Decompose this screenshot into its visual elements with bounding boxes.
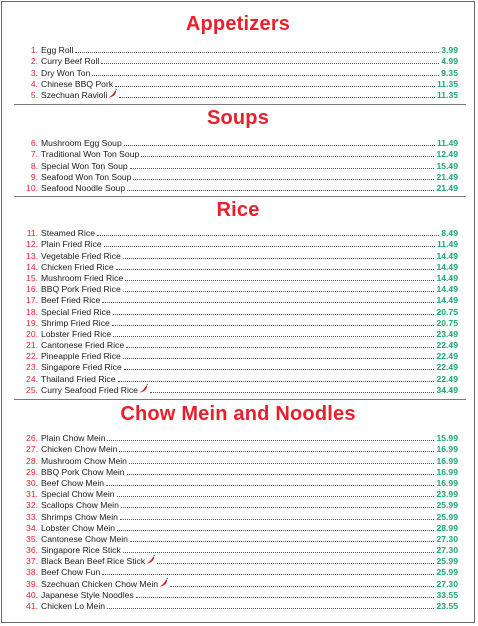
item-price: 20.75	[436, 317, 458, 328]
item-number: 30.	[26, 477, 38, 488]
menu-item	[2, 477, 474, 488]
dot-leader	[124, 145, 435, 146]
item-number: 37.	[26, 556, 38, 567]
menu-item	[2, 227, 474, 238]
menu-item	[2, 443, 474, 454]
item-price: 11.49	[436, 239, 458, 250]
item-name: Shrimp Fried Rice	[41, 317, 110, 328]
dot-leader	[97, 235, 439, 236]
item-name: Plain Chow Mein	[41, 433, 106, 444]
menu-item	[2, 148, 474, 159]
item-number: 41.	[26, 601, 38, 611]
dot-leader	[150, 392, 435, 393]
item-name: Dry Won Ton	[41, 67, 91, 78]
chili-pepper-icon	[146, 555, 155, 566]
item-number: 14.	[26, 261, 38, 272]
menu-item	[2, 272, 474, 283]
item-name: Mushroom Egg Soup	[41, 138, 122, 149]
item-price: 14.49	[436, 284, 458, 295]
item-number: 40.	[26, 589, 38, 600]
menu-item	[2, 339, 474, 350]
item-price: 25.99	[436, 556, 458, 567]
section-chow-mein-noodles	[2, 404, 474, 611]
item-name: Shrimps Chow Mein	[41, 511, 118, 522]
dot-leader	[126, 347, 434, 348]
item-price: 33.55	[436, 589, 458, 600]
menu-item	[2, 137, 474, 148]
chili-pepper-icon	[159, 578, 168, 589]
item-price: 20.75	[436, 306, 458, 317]
menu-item	[2, 171, 474, 182]
menu-item	[2, 372, 474, 383]
item-name: Steamed Rice	[41, 228, 95, 239]
item-number: 20.	[26, 328, 38, 339]
menu-item	[2, 566, 474, 577]
item-price: 25.99	[436, 500, 458, 511]
item-number: 2.	[30, 56, 38, 67]
chili-pepper-icon	[108, 89, 117, 100]
item-name: Mushroom Chow Mein	[41, 455, 127, 466]
dot-leader	[117, 496, 435, 497]
item-price: 4.99	[441, 56, 458, 67]
dot-leader	[115, 86, 435, 87]
dot-leader	[123, 552, 435, 553]
item-number: 6.	[30, 138, 38, 149]
dot-leader	[123, 291, 435, 292]
menu-item	[2, 466, 474, 477]
menu-item	[2, 249, 474, 260]
menu-item	[2, 522, 474, 533]
menu-item	[2, 159, 474, 170]
item-number: 8.	[30, 160, 38, 171]
menu-item	[2, 305, 474, 316]
dot-leader	[118, 381, 435, 382]
item-name: Szechuan Chicken Chow Mein	[41, 578, 159, 589]
dot-leader	[136, 597, 435, 598]
menu-item	[2, 283, 474, 294]
dot-leader	[119, 451, 434, 452]
menu-item	[2, 600, 474, 611]
dot-leader	[102, 574, 434, 575]
item-number: 9.	[30, 171, 38, 182]
item-price: 16.99	[436, 455, 458, 466]
item-price: 11.35	[436, 78, 458, 89]
item-number: 3.	[30, 67, 38, 78]
item-number: 17.	[26, 295, 38, 306]
item-name: BBQ Pork Fried Rice	[41, 284, 121, 295]
section-title: Soups	[206, 107, 270, 129]
item-number: 5.	[30, 89, 38, 100]
item-name: Special Fried Rice	[41, 306, 111, 317]
item-name: Chicken Lo Mein	[41, 601, 106, 611]
item-price: 22.49	[436, 351, 458, 362]
item-price: 14.49	[436, 272, 458, 283]
item-number: 34.	[26, 522, 38, 533]
item-price: 23.99	[436, 489, 458, 500]
dot-leader	[75, 52, 439, 53]
item-name: Cantonese Chow Mein	[41, 533, 128, 544]
item-name: Lobster Fried Rice	[41, 328, 112, 339]
menu-item	[2, 555, 474, 566]
item-price: 21.49	[436, 182, 458, 193]
dot-leader	[130, 168, 435, 169]
menu-item	[2, 510, 474, 521]
item-price: 23.49	[436, 328, 458, 339]
item-name: Special Won Ton Soup	[41, 160, 128, 171]
item-price: 22.49	[436, 362, 458, 373]
dot-leader	[107, 608, 434, 609]
item-name: Japanese Style Noodles	[41, 589, 134, 600]
menu-item	[2, 55, 474, 66]
item-price: 22.49	[436, 340, 458, 351]
item-number: 11.	[26, 228, 38, 239]
item-price: 27.30	[436, 533, 458, 544]
item-name: Seafood Noodle Soup	[41, 182, 126, 193]
item-name: BBQ Pork Chow Mein	[41, 466, 125, 477]
menu-item	[2, 544, 474, 555]
menu-item	[2, 454, 474, 465]
dot-leader	[112, 325, 435, 326]
item-number: 19.	[26, 317, 38, 328]
item-name: Mushroom Fried Rice	[41, 272, 124, 283]
item-list	[2, 227, 474, 395]
item-number: 24.	[26, 373, 38, 384]
item-price: 14.49	[436, 295, 458, 306]
item-price: 25.99	[436, 567, 458, 578]
item-price: 34.49	[436, 384, 458, 395]
item-price: 3.99	[441, 45, 458, 56]
dot-leader	[157, 563, 434, 564]
menu-page	[1, 1, 475, 623]
item-number: 25.	[26, 384, 38, 395]
section-title: Appetizers	[185, 13, 291, 35]
menu-item	[2, 182, 474, 193]
item-price: 8.49	[441, 228, 458, 239]
item-number: 4.	[30, 78, 38, 89]
item-price: 12.49	[436, 149, 458, 160]
item-price: 21.49	[436, 171, 458, 182]
dot-leader	[123, 258, 435, 259]
dot-leader	[92, 75, 439, 76]
section-rice	[2, 200, 474, 395]
section-appetizers	[2, 14, 474, 100]
item-price: 14.49	[436, 250, 458, 261]
menu-item	[2, 261, 474, 272]
item-name: Szechuan Ravioli	[41, 89, 108, 100]
item-number: 29.	[26, 466, 38, 477]
dot-leader	[133, 179, 434, 180]
menu-item	[2, 294, 474, 305]
item-price: 16.99	[436, 444, 458, 455]
dot-leader	[101, 63, 439, 64]
item-name: Chicken Chow Mein	[41, 444, 118, 455]
item-price: 16.99	[436, 466, 458, 477]
item-number: 36.	[26, 545, 38, 556]
item-number: 15.	[26, 272, 38, 283]
dot-leader	[107, 440, 434, 441]
menu-item	[2, 361, 474, 372]
item-price: 28.99	[436, 522, 458, 533]
menu-item	[2, 89, 474, 100]
dot-leader	[127, 474, 435, 475]
section-title: Chow Mein and Noodles	[120, 403, 356, 425]
item-name: Pineapple Fried Rice	[41, 351, 121, 362]
menu-item	[2, 488, 474, 499]
item-name: Chicken Fried Rice	[41, 261, 114, 272]
section-divider	[14, 104, 466, 105]
item-number: 26.	[26, 433, 38, 444]
dot-leader	[125, 280, 434, 281]
item-name: Lobster Chow Mein	[41, 522, 116, 533]
menu-item	[2, 432, 474, 443]
item-number: 33.	[26, 511, 38, 522]
item-name: Curry Beef Roll	[41, 56, 100, 67]
item-price: 16.99	[436, 477, 458, 488]
menu-item	[2, 577, 474, 588]
item-price: 11.35	[436, 89, 458, 100]
menu-item	[2, 317, 474, 328]
dot-leader	[129, 463, 435, 464]
dot-leader	[141, 156, 434, 157]
item-number: 32.	[26, 500, 38, 511]
dot-leader	[130, 541, 435, 542]
item-name: Scallops Chow Mein	[41, 500, 119, 511]
menu-item	[2, 384, 474, 395]
item-name: Thailand Fried Rice	[41, 373, 116, 384]
item-number: 27.	[26, 444, 38, 455]
item-number: 12.	[26, 239, 38, 250]
dot-leader	[117, 530, 434, 531]
item-list	[2, 137, 474, 193]
item-name: Plain Fried Rice	[41, 239, 102, 250]
item-name: Cantonese Fried Rice	[41, 340, 125, 351]
item-price: 15.99	[436, 433, 458, 444]
dot-leader	[106, 485, 434, 486]
dot-leader	[124, 369, 435, 370]
menu-item	[2, 533, 474, 544]
dot-leader	[113, 314, 435, 315]
item-price: 25.99	[436, 511, 458, 522]
item-number: 22.	[26, 351, 38, 362]
item-number: 35.	[26, 533, 38, 544]
item-number: 31.	[26, 489, 38, 500]
item-name: Special Chow Mein	[41, 489, 115, 500]
item-number: 7.	[30, 149, 38, 160]
item-number: 16.	[26, 284, 38, 295]
chili-pepper-icon	[139, 384, 148, 395]
dot-leader	[102, 302, 434, 303]
item-name: Vegetable Fried Rice	[41, 250, 121, 261]
item-number: 18.	[26, 306, 38, 317]
section-divider	[14, 399, 466, 400]
item-name: Traditional Won Ton Soup	[41, 149, 140, 160]
item-number: 38.	[26, 567, 38, 578]
item-price: 11.49	[436, 138, 458, 149]
item-number: 21.	[26, 340, 38, 351]
section-soups	[2, 108, 474, 193]
item-price: 22.49	[436, 373, 458, 384]
section-title: Rice	[216, 199, 260, 221]
dot-leader	[104, 246, 435, 247]
item-price: 23.55	[436, 601, 458, 611]
menu-item	[2, 44, 474, 55]
item-number: 10.	[26, 182, 38, 193]
dot-leader	[119, 97, 435, 98]
menu-item	[2, 328, 474, 339]
item-price: 15.49	[436, 160, 458, 171]
menu-item	[2, 350, 474, 361]
item-name: Black Bean Beef Rice Stick	[41, 556, 146, 567]
item-list	[2, 432, 474, 611]
item-number: 39.	[26, 578, 38, 589]
dot-leader	[121, 507, 435, 508]
item-name: Singapore Rice Stick	[41, 545, 121, 556]
item-name: Egg Roll	[41, 45, 74, 56]
dot-leader	[113, 336, 434, 337]
dot-leader	[120, 519, 435, 520]
item-list	[2, 44, 474, 100]
item-name: Beef Chow Mein	[41, 477, 105, 488]
item-price: 27.30	[436, 578, 458, 589]
item-number: 23.	[26, 362, 38, 373]
dot-leader	[116, 269, 435, 270]
dot-leader	[127, 190, 434, 191]
item-name: Beef Fried Rice	[41, 295, 101, 306]
section-divider	[14, 196, 466, 197]
item-name: Beef Chow Fun	[41, 567, 101, 578]
menu-item	[2, 589, 474, 600]
item-number: 13.	[26, 250, 38, 261]
menu-item	[2, 499, 474, 510]
item-name: Singapore Fried Rice	[41, 362, 122, 373]
item-name: Curry Seafood Fried Rice	[41, 384, 138, 395]
menu-item	[2, 78, 474, 89]
menu-item	[2, 66, 474, 77]
item-number: 28.	[26, 455, 38, 466]
menu-item	[2, 238, 474, 249]
item-number: 1.	[30, 45, 38, 56]
item-price: 27.30	[436, 545, 458, 556]
item-price: 9.35	[441, 67, 458, 78]
dot-leader	[123, 358, 435, 359]
item-name: Seafood Won Ton Soup	[41, 171, 132, 182]
item-name: Chinese BBQ Pork	[41, 78, 114, 89]
dot-leader	[170, 586, 434, 587]
item-price: 14.49	[436, 261, 458, 272]
